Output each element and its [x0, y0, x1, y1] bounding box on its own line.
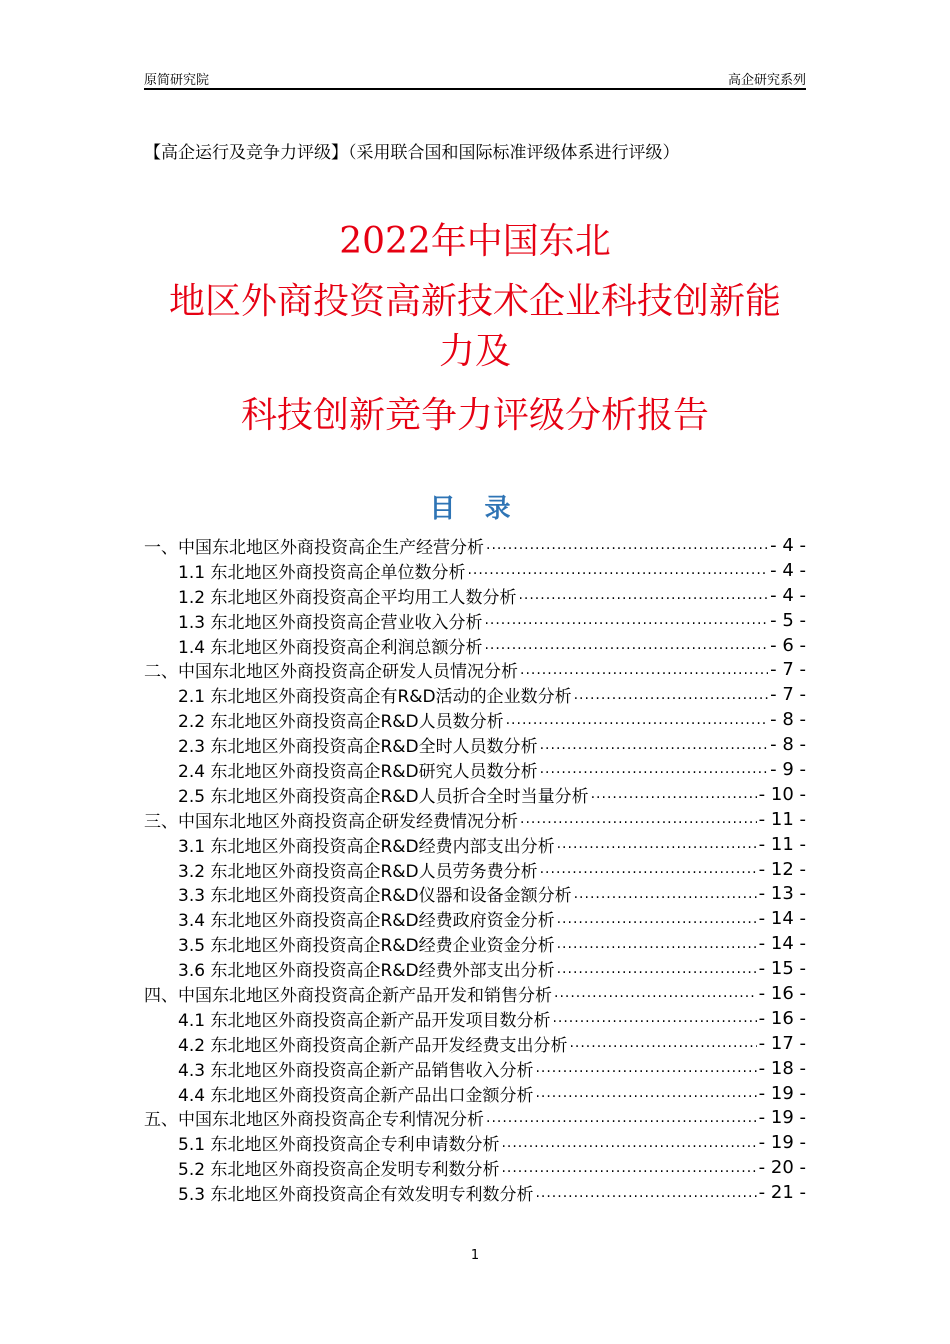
toc-entry-title: 3.5 东北地区外商投资高企R&D经费企业资金分析 — [178, 936, 555, 957]
toc-entry[interactable] — [144, 608, 806, 633]
toc-entry-page: - 7 - — [770, 659, 806, 681]
toc-entry[interactable] — [144, 1180, 806, 1205]
toc-leader-dots — [557, 911, 757, 927]
toc-leader-dots — [591, 786, 757, 802]
toc-entry[interactable] — [144, 1006, 806, 1031]
header-right: 高企研究系列 — [727, 73, 806, 88]
toc-entry-title: 3.3 东北地区外商投资高企R&D仪器和设备金额分析 — [178, 886, 572, 907]
toc-entry-title: 3.4 东北地区外商投资高企R&D经费政府资金分析 — [178, 911, 555, 932]
toc-leader-dots — [506, 712, 769, 728]
toc-entry-page: - 19 - — [758, 1082, 806, 1104]
toc-entry[interactable] — [144, 657, 806, 682]
toc-entry-page: - 11 - — [758, 808, 806, 830]
toc-entry[interactable] — [144, 1056, 806, 1081]
toc-entry-title: 二、中国东北地区外商投资高企研发人员情况分析 — [144, 662, 518, 683]
toc-entry[interactable] — [144, 682, 806, 707]
toc-entry-title: 5.1 东北地区外商投资高企专利申请数分析 — [178, 1135, 500, 1156]
toc-entry-page: - 6 - — [770, 634, 806, 656]
toc-entry[interactable] — [144, 931, 806, 956]
toc-entry-page: - 7 - — [770, 684, 806, 706]
header-left: 原简研究院 — [144, 73, 210, 88]
toc-entry-title: 3.1 东北地区外商投资高企R&D经费内部支出分析 — [178, 836, 555, 857]
toc-entry[interactable] — [144, 807, 806, 832]
toc-leader-dots — [535, 1085, 756, 1101]
toc-leader-dots — [557, 961, 757, 977]
toc-leader-dots — [540, 737, 769, 753]
toc-entry-page: - 5 - — [770, 609, 806, 631]
toc-entry-page: - 14 - — [758, 908, 806, 930]
toc-leader-dots — [574, 687, 769, 703]
toc-entry[interactable] — [144, 1031, 806, 1056]
toc-entry[interactable] — [144, 782, 806, 807]
toc-leader-dots — [540, 761, 769, 777]
toc-heading: 目 录 — [429, 494, 521, 524]
title-line: 2022年中国东北 — [339, 221, 611, 262]
toc-entry-page: - 16 - — [758, 1007, 806, 1029]
toc-leader-dots — [501, 1135, 756, 1151]
toc-leader-dots — [484, 637, 768, 653]
toc-entry-page: - 4 - — [770, 534, 806, 556]
toc-leader-dots — [486, 1110, 757, 1126]
toc-entry[interactable] — [144, 1130, 806, 1155]
toc-entry-page: - 13 - — [758, 883, 806, 905]
toc-entry-title: 2.2 东北地区外商投资高企R&D人员数分析 — [178, 712, 504, 733]
toc-entry-title: 5.2 东北地区外商投资高企发明专利数分析 — [178, 1160, 500, 1181]
page-number: 1 — [470, 1248, 480, 1263]
toc-entry[interactable] — [144, 1105, 806, 1130]
toc-entry-title: 1.1 东北地区外商投资高企单位数分析 — [178, 562, 466, 583]
toc-leader-dots — [552, 1010, 756, 1026]
toc-entry-title: 3.2 东北地区外商投资高企R&D人员劳务费分析 — [178, 861, 538, 882]
table-of-contents — [144, 533, 806, 1205]
toc-entry-page: - 8 - — [770, 709, 806, 731]
toc-entry-title: 1.3 东北地区外商投资高企营业收入分析 — [178, 612, 483, 633]
toc-leader-dots — [486, 537, 768, 553]
toc-leader-dots — [467, 562, 768, 578]
toc-entry-page: - 10 - — [758, 783, 806, 805]
title-line: 地区外商投资高新技术企业科技创新能 — [168, 281, 781, 322]
toc-entry-page: - 19 - — [758, 1132, 806, 1154]
toc-entry-page: - 16 - — [758, 982, 806, 1004]
toc-entry-page: - 8 - — [770, 734, 806, 756]
toc-leader-dots — [520, 811, 757, 827]
toc-entry-page: - 17 - — [758, 1032, 806, 1054]
toc-entry[interactable] — [144, 857, 806, 882]
toc-entry-page: - 18 - — [758, 1057, 806, 1079]
report-subtitle: 【高企运行及竞争力评级】（采用联合国和国际标准评级体系进行评级） — [144, 143, 680, 163]
toc-entry-page: - 15 - — [758, 958, 806, 980]
toc-entry-title: 4.1 东北地区外商投资高企新产品开发项目数分析 — [178, 1010, 551, 1031]
toc-entry-title: 2.3 东北地区外商投资高企R&D全时人员数分析 — [178, 737, 538, 758]
toc-entry[interactable] — [144, 757, 806, 782]
toc-entry[interactable] — [144, 981, 806, 1006]
toc-entry-page: - 4 - — [770, 559, 806, 581]
toc-leader-dots — [557, 936, 757, 952]
toc-leader-dots — [554, 985, 757, 1001]
toc-leader-dots — [518, 587, 768, 603]
toc-leader-dots — [574, 886, 757, 902]
title-line: 力及 — [438, 331, 511, 372]
toc-entry-page: - 14 - — [758, 933, 806, 955]
toc-entry-title: 一、中国东北地区外商投资高企生产经营分析 — [144, 537, 484, 558]
toc-entry-page: - 12 - — [758, 858, 806, 880]
toc-entry-page: - 4 - — [770, 584, 806, 606]
toc-leader-dots — [540, 861, 757, 877]
toc-entry[interactable] — [144, 832, 806, 857]
toc-entry[interactable] — [144, 707, 806, 732]
toc-leader-dots — [520, 662, 768, 678]
toc-entry-title: 4.2 东北地区外商投资高企新产品开发经费支出分析 — [178, 1035, 568, 1056]
toc-entry-page: - 9 - — [770, 758, 806, 780]
toc-entry-title: 2.1 东北地区外商投资高企有R&D活动的企业数分析 — [178, 687, 572, 708]
toc-entry[interactable] — [144, 583, 806, 608]
toc-entry-title: 3.6 东北地区外商投资高企R&D经费外部支出分析 — [178, 961, 555, 982]
toc-entry-title: 4.4 东北地区外商投资高企新产品出口金额分析 — [178, 1085, 534, 1106]
toc-entry-title: 1.2 东北地区外商投资高企平均用工人数分析 — [178, 587, 517, 608]
toc-leader-dots — [535, 1060, 756, 1076]
toc-leader-dots — [501, 1160, 756, 1176]
report-title — [100, 212, 850, 446]
toc-entry-title: 1.4 东北地区外商投资高企利润总额分析 — [178, 637, 483, 658]
toc-entry-page: - 20 - — [758, 1157, 806, 1179]
toc-entry[interactable] — [144, 1081, 806, 1106]
toc-entry-title: 五、中国东北地区外商投资高企专利情况分析 — [144, 1110, 484, 1131]
toc-entry[interactable] — [144, 881, 806, 906]
toc-entry-page: - 21 - — [758, 1182, 806, 1204]
toc-entry[interactable] — [144, 633, 806, 658]
toc-entry[interactable] — [144, 558, 806, 583]
toc-entry[interactable] — [144, 732, 806, 757]
toc-entry-title: 2.4 东北地区外商投资高企R&D研究人员数分析 — [178, 761, 538, 782]
toc-entry-title: 三、中国东北地区外商投资高企研发经费情况分析 — [144, 811, 518, 832]
toc-entry[interactable] — [144, 533, 806, 558]
toc-entry[interactable] — [144, 1155, 806, 1180]
toc-leader-dots — [535, 1185, 756, 1201]
title-line: 科技创新竞争力评级分析报告 — [240, 395, 709, 436]
page-header — [144, 68, 806, 90]
toc-entry[interactable] — [144, 956, 806, 981]
toc-entry[interactable] — [144, 906, 806, 931]
toc-entry-page: - 19 - — [758, 1107, 806, 1129]
toc-entry-title: 5.3 东北地区外商投资高企有效发明专利数分析 — [178, 1185, 534, 1206]
toc-entry-title: 4.3 东北地区外商投资高企新产品销售收入分析 — [178, 1060, 534, 1081]
toc-leader-dots — [484, 612, 768, 628]
toc-leader-dots — [569, 1035, 756, 1051]
toc-entry-page: - 11 - — [758, 833, 806, 855]
toc-entry-title: 2.5 东北地区外商投资高企R&D人员折合全时当量分析 — [178, 786, 589, 807]
toc-entry-title: 四、中国东北地区外商投资高企新产品开发和销售分析 — [144, 985, 552, 1006]
toc-leader-dots — [557, 836, 757, 852]
